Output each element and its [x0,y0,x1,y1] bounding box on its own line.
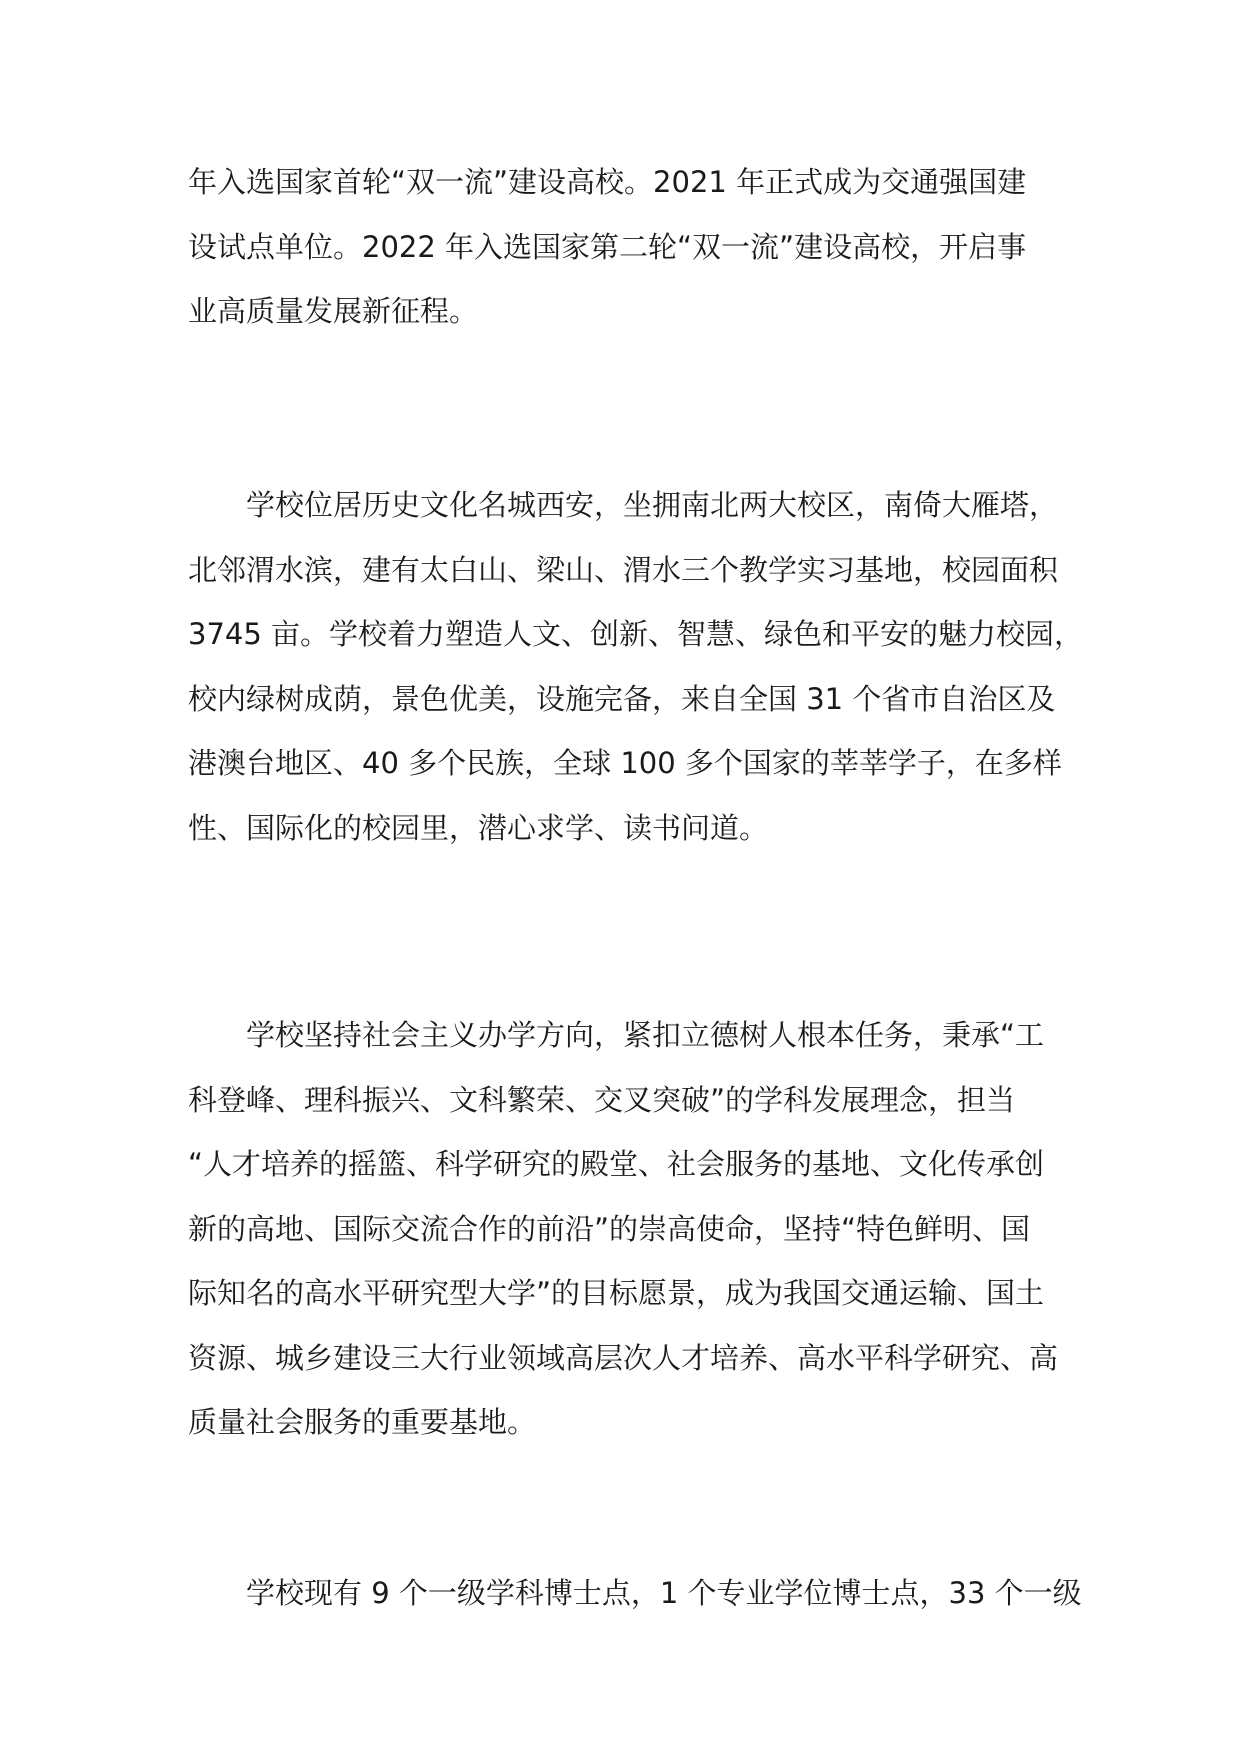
text-line: 学校位居历史文化名城西安，坐拥南北两大校区，南倚大雁塔， [246,488,1059,522]
text-line: 资源、城乡建设三大行业领域高层次人才培养、高水平科学研究、高 [188,1340,1059,1375]
text-line: 设试点单位。2022 年入选国家第二轮“双一流”建设高校，开启事 [188,229,1027,264]
paragraph-3 [188,1003,1060,1455]
text-line: “人才培养的摇篮、科学研究的殿堂、社会服务的基地、文化传承创 [188,1147,1045,1181]
text-line: 质量社会服务的重要基地。 [188,1405,537,1439]
paragraph-1 [188,150,1060,344]
paragraph-2 [188,473,1084,860]
paragraph-4 [188,1561,1082,1626]
text-line: 学校坚持社会主义办学方向，紧扣立德树人根本任务，秉承“工 [246,1018,1045,1052]
text-line: 北邻渭水滨，建有太白山、梁山、渭水三个教学实习基地，校园面积 [188,552,1059,587]
text-line: 年入选国家首轮“双一流”建设高校。2021 年正式成为交通强国建 [188,165,1027,199]
text-line: 性、国际化的校园里，潜心求学、读书问道。 [188,810,769,845]
text-line: 校内绿树成荫，景色优美，设施完备，来自全国 31 个省市自治区及 [188,681,1056,716]
text-line: 际知名的高水平研究型大学”的目标愿景，成为我国交通运输、国土 [188,1276,1045,1310]
text-line: 学校现有 9 个一级学科博士点，1 个专业学位博士点，33 个一级 [246,1576,1082,1610]
text-line: 业高质量发展新征程。 [188,294,479,328]
text-line: 新的高地、国际交流合作的前沿”的崇高使命，坚持“特色鲜明、国 [188,1211,1031,1246]
text-line: 科登峰、理科振兴、文科繁荣、交叉突破”的学科发展理念，担当 [188,1082,1016,1117]
text-line: 3745 亩。学校着力塑造人文、创新、智慧、绿色和平安的魅力校园， [188,617,1084,651]
text-line: 港澳台地区、40 多个民族，全球 100 多个国家的莘莘学子，在多样 [188,746,1062,780]
